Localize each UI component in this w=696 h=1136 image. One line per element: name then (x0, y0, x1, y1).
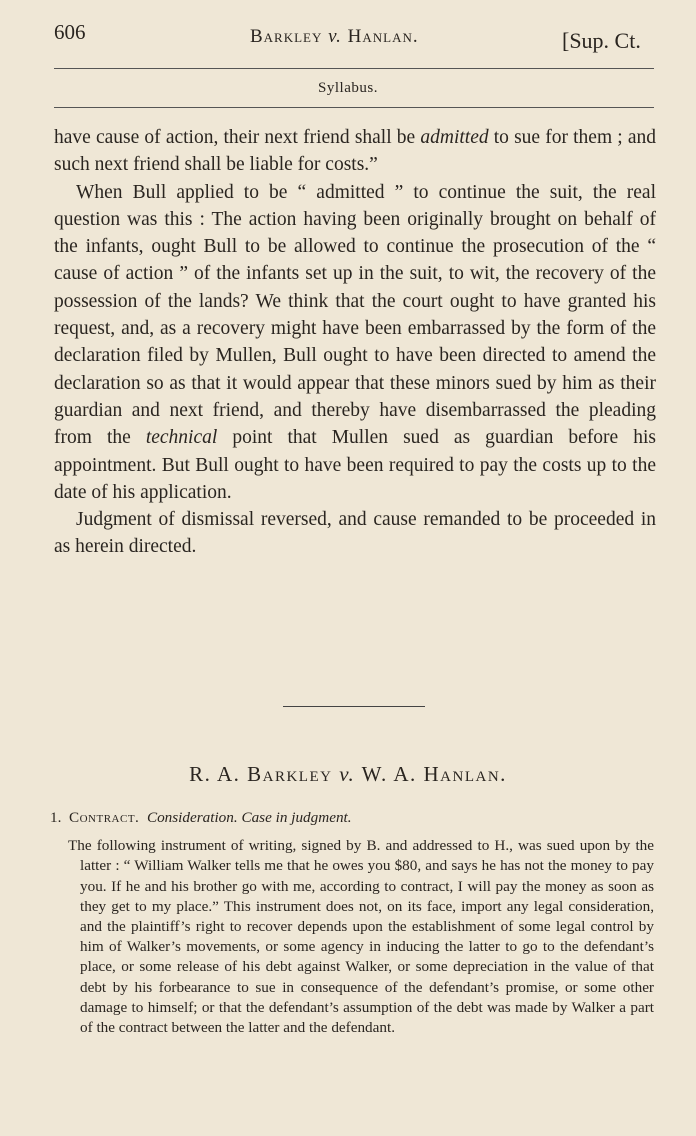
section-label: Syllabus. (318, 80, 378, 96)
opinion-body (54, 124, 656, 561)
headnote-topic: Contract. (68, 809, 140, 826)
running-title-right: Hanlan. (347, 26, 419, 47)
headnote-subtopic: Consideration. Case in judgment. (146, 809, 352, 826)
headnote-number: 1. (50, 809, 62, 826)
case-plaintiff: R. A. Barkley (189, 762, 333, 786)
running-title (250, 26, 419, 48)
court-label: [Sup. Ct. (562, 28, 641, 53)
header-rule-top (54, 68, 654, 69)
paragraph-2 (54, 179, 656, 507)
paragraph-1-italic: admitted (420, 127, 489, 148)
headnote-text: The following instrument of writing, signed by B. and addressed to H., was sued upon by the latter : “ William Walker tells me that he owes you $80, and says he has not the money to pay you. If he and his brother go with me, according to contract, I will pay the money as soon as they get to my place.” This instrument does not, on its face, import any legal consideration, and the plaintiff’s right to recover depends upon the establishment of some legal control by him of Walker’s movements, or some agency in inducing the latter to go to the defendant’s place, or some release of his debt against Walker, or some depreciation in the value of that debt by his forbearance to sue in consequence of the defendant’s promise, or some other damage to himself; or that the defendant’s assumption of the debt was made by Walker a part of the contract between the latter and the defendant. (68, 837, 654, 1037)
case-title (0, 762, 696, 787)
header-rule-bottom (54, 107, 654, 108)
running-head (0, 20, 696, 56)
page-number: 606 (54, 20, 86, 44)
paragraph-1-text-b: to sue for them ; and such next friend shall be liable for costs.” (54, 127, 656, 176)
running-title-v: v. (328, 26, 342, 47)
paragraph-3: Judgment of dismissal reversed, and cause remanded to be proceeded in as herein directed. (54, 509, 656, 558)
headnote (50, 808, 654, 1038)
running-title-left: Barkley (250, 26, 323, 47)
paragraph-2-text-b: point that Mullen sued as guardian before his appointment. But Bull ought to have been required to pay the costs up to the date of his application. (54, 427, 656, 503)
headnote-heading (50, 808, 654, 828)
paragraph-2-text-a: When Bull applied to be “ admitted ” to continue the suit, the real question was this : The action having been originally brought on behalf of the infants, ought Bull to be allowed to continue the prosecution of the “ cause of action ” of the infants set up in the suit, to wit, the recovery of the possession of the lands? We think that the court ought to have granted his request, and, as a recovery might have been embarrassed by the form of the declaration filed by Mullen, Bull ought to have been directed to amend the declaration so as that it would appear that these minors sued by him as their guardian and next friend, and thereby have disembarrassed the pleading from the (54, 181, 656, 449)
paragraph-1 (54, 124, 656, 179)
paragraph-2-italic: technical (145, 427, 218, 449)
case-defendant: W. A. Hanlan. (361, 762, 507, 786)
paragraph-1-text-a: have cause of action, their next friend shall be (54, 127, 421, 148)
case-v: v. (339, 762, 356, 786)
section-divider (283, 706, 425, 707)
